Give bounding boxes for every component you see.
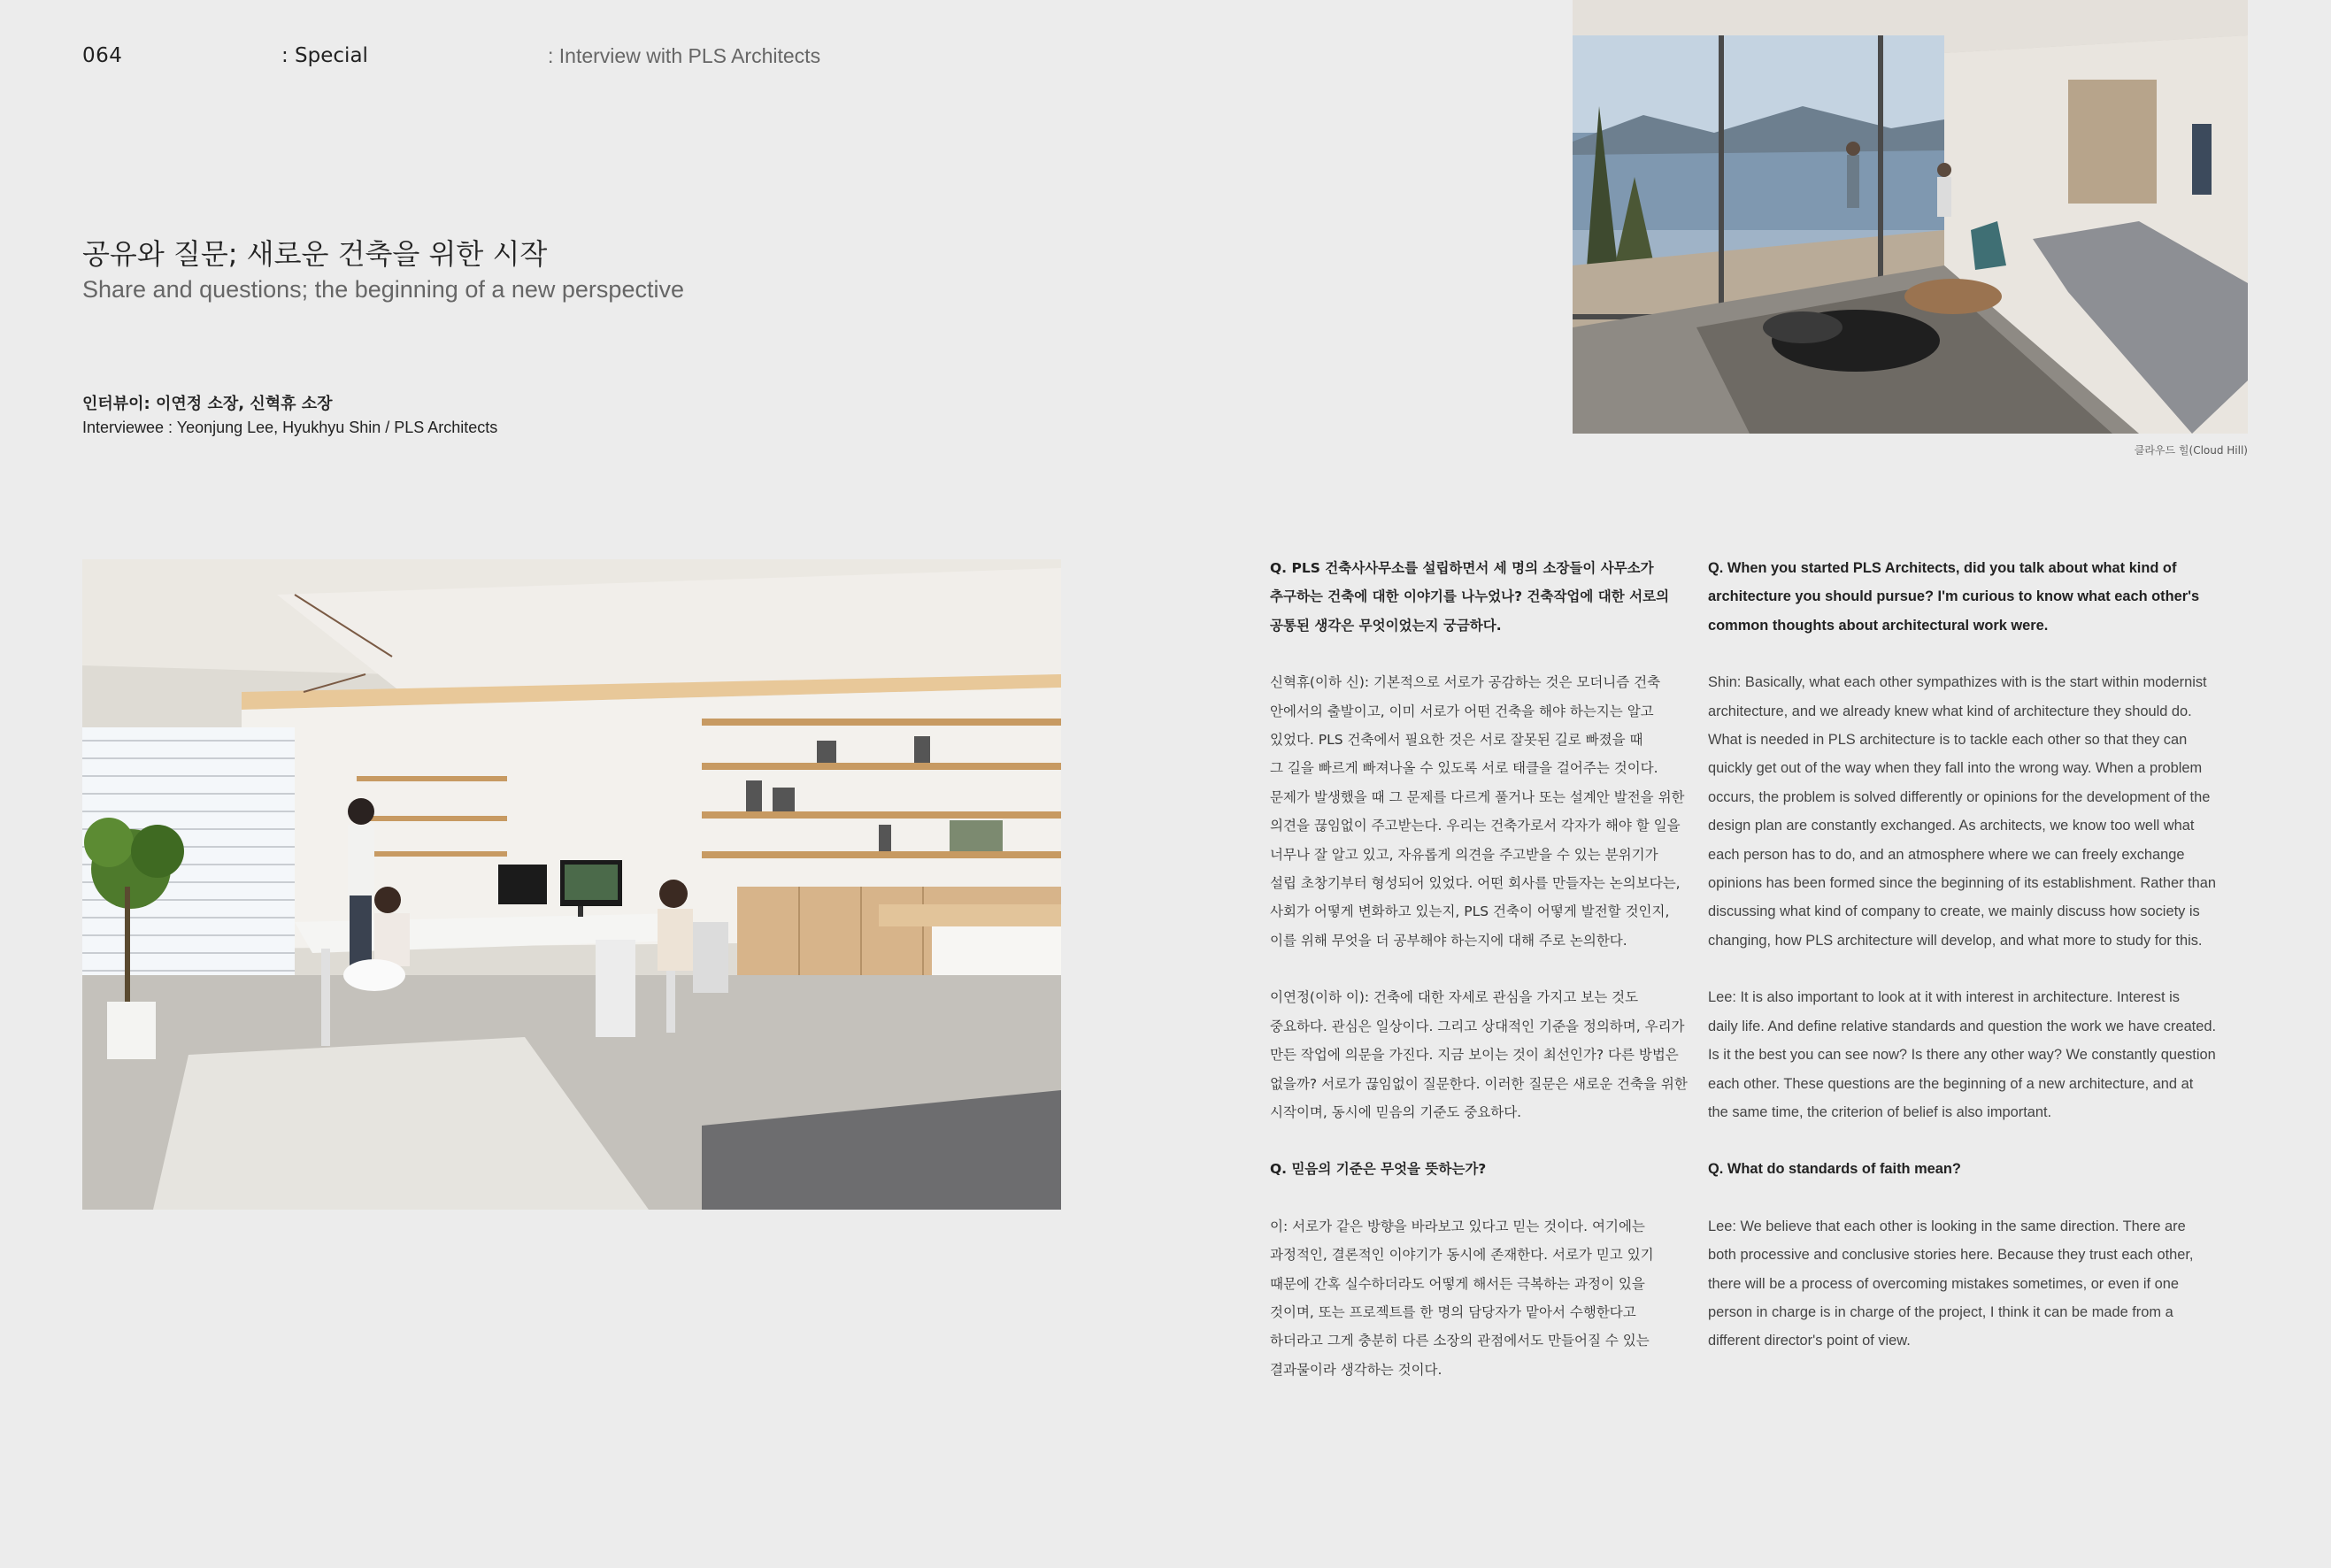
english-answer-lee [1708, 983, 2252, 1126]
text-line: 이를 위해 무엇을 더 공부해야 하는지에 대해 주로 논의한다. [1270, 932, 1627, 949]
text-line: Q. What do standards of faith mean? [1708, 1161, 1961, 1178]
text-line: 사회가 어떻게 변화하고 있는지, PLS 건축이 어떻게 발전할 것인지, [1270, 903, 1670, 920]
text-line: 너무나 잘 알고 있고, 자유롭게 의견을 주고받을 수 있는 분위기가 [1270, 846, 1658, 863]
text-line: design plan are constantly exchanged. As architects, we know too well what [1708, 818, 2195, 834]
interviewee-english: Interviewee : Yeonjung Lee, Hyukhyu Shin / PLS Architects [82, 419, 498, 436]
text-line: Q. PLS 건축사사무소를 설립하면서 세 명의 소장들이 사무소가 [1270, 560, 1654, 576]
text-line: Lee: It is also important to look at it with interest in architecture. Interest is [1708, 989, 2180, 1006]
text-line: Lee: We believe that each other is looking in the same direction. There are [1708, 1218, 2186, 1234]
text-line: 신혁휴(이하 신): 기본적으로 서로가 공감하는 것은 모더니즘 건축 [1270, 674, 1661, 691]
text-line: 것이며, 또는 프로젝트를 한 명의 담당자가 맡아서 수행한다고 [1270, 1303, 1636, 1320]
text-line: architecture, and we already knew what kind of architecture they should do. [1708, 703, 2192, 719]
text-line: 문제가 발생했을 때 그 문제를 다르게 풀거나 또는 설계안 발전을 위한 [1270, 788, 1685, 805]
text-line: the same time, the criterion of belief is also important. [1708, 1103, 2052, 1120]
text-line: 공통된 생각은 무엇이었는지 궁금하다. [1270, 617, 1502, 634]
cloud-hill-photo [1573, 0, 2248, 434]
subsection-label: : Interview with PLS Architects [548, 44, 821, 67]
text-line: each person has to do, and an atmosphere where we can freely exchange [1708, 846, 2185, 863]
text-line: 그 길을 빠르게 빠져나올 수 있도록 서로 태클을 걸어주는 것이다. [1270, 760, 1658, 777]
text-line: each other. These questions are the beginning of a new architecture, and at [1708, 1075, 2194, 1092]
english-text-column [1708, 554, 2252, 1384]
text-line: both processive and conclusive stories here. Because they trust each other, [1708, 1247, 2194, 1264]
text-line: Shin: Basically, what each other sympathizes with is the start within modernist [1708, 674, 2207, 691]
text-line: common thoughts about architectural work were. [1708, 617, 2049, 634]
korean-question-2 [1270, 1155, 1686, 1183]
text-line: opinions has been formed since the beginning of its establishment. Rather than [1708, 875, 2217, 892]
text-line: Is it the best you can see now? Is there any other way? We constantly question [1708, 1047, 2216, 1064]
text-line: 없을까? 서로가 끊임없이 질문한다. 이러한 질문은 새로운 건축을 위한 [1270, 1075, 1688, 1092]
text-line: What is needed in PLS architecture is to tackle each other so that they can [1708, 732, 2188, 749]
text-line: 추구하는 건축에 대한 이야기를 나누었나? 건축작업에 대한 서로의 [1270, 588, 1670, 605]
text-line: different director's point of view. [1708, 1333, 1911, 1349]
office-interior-photo [82, 559, 1061, 1210]
text-line: 시작이며, 동시에 믿음의 기준도 중요하다. [1270, 1103, 1522, 1120]
text-line: quickly get out of the way when they fall into the wrong way. When a problem [1708, 760, 2203, 777]
korean-answer-lee [1270, 983, 1686, 1126]
text-line: 의견을 끊임없이 주고받는다. 우리는 건축가로서 각자가 해야 할 일을 [1270, 818, 1681, 834]
text-line: Q. 믿음의 기준은 무엇을 뜻하는가? [1270, 1161, 1487, 1178]
english-question-2 [1708, 1155, 2252, 1183]
photo-caption: 클라우드 힐(Cloud Hill) [2134, 444, 2248, 457]
text-line: 안에서의 출발이고, 이미 서로가 어떤 건축을 해야 하는지는 알고 [1270, 703, 1654, 719]
text-line: occurs, the problem is solved differently or opinions for the development of the [1708, 788, 2211, 805]
text-line: Q. When you started PLS Architects, did you talk about what kind of [1708, 560, 2177, 576]
korean-text-column [1270, 554, 1686, 1412]
section-label: : Special [281, 44, 368, 67]
english-answer-lee-2 [1708, 1212, 2252, 1356]
korean-answer-shin [1270, 668, 1686, 955]
text-line: 하더라고 그게 충분히 다른 소장의 관점에서도 만들어질 수 있는 [1270, 1333, 1650, 1349]
text-line: 과정적인, 결론적인 이야기가 동시에 존재한다. 서로가 믿고 있기 [1270, 1247, 1654, 1264]
english-question-1 [1708, 554, 2252, 640]
text-line: there will be a process of overcoming mistakes sometimes, or even if one [1708, 1275, 2180, 1292]
text-line: changing, how PLS architecture will develop, and what more to study for this. [1708, 932, 2203, 949]
text-line: 결과물이라 생각하는 것이다. [1270, 1361, 1442, 1378]
text-line: 중요하다. 관심은 일상이다. 그리고 상대적인 기준을 정의하며, 우리가 [1270, 1018, 1685, 1034]
text-line: 있었다. PLS 건축에서 필요한 것은 서로 잘못된 길로 빠졌을 때 [1270, 732, 1643, 749]
article-title-english: Share and questions; the beginning of a new perspective [82, 276, 684, 303]
korean-answer-lee-2 [1270, 1212, 1686, 1384]
text-line: person in charge is in charge of the project, I think it can be made from a [1708, 1303, 2173, 1320]
article-title-korean: 공유와 질문; 새로운 건축을 위한 시작 [82, 237, 548, 271]
text-line: 설립 초창기부터 형성되어 있었다. 어떤 회사를 만들자는 논의보다는, [1270, 875, 1681, 892]
text-line: 때문에 간혹 실수하더라도 어떻게 해서든 극복하는 과정이 있을 [1270, 1275, 1645, 1292]
text-line: 이: 서로가 같은 방향을 바라보고 있다고 믿는 것이다. 여기에는 [1270, 1218, 1645, 1234]
text-line: 이연정(이하 이): 건축에 대한 자세로 관심을 가지고 보는 것도 [1270, 989, 1639, 1006]
english-answer-shin [1708, 668, 2252, 955]
text-line: discussing what kind of company to create, we mainly discuss how society is [1708, 903, 2200, 920]
korean-question-1 [1270, 554, 1686, 640]
page-number: 064 [82, 44, 123, 67]
text-line: 만든 작업에 의문을 가진다. 지금 보이는 것이 최선인가? 다른 방법은 [1270, 1047, 1679, 1064]
interviewee-korean: 인터뷰이: 이연정 소장, 신혁휴 소장 [82, 395, 333, 413]
text-line: architecture you should pursue? I'm curious to know what each other's [1708, 588, 2200, 605]
text-line: daily life. And define relative standards and question the work we have created. [1708, 1018, 2217, 1034]
